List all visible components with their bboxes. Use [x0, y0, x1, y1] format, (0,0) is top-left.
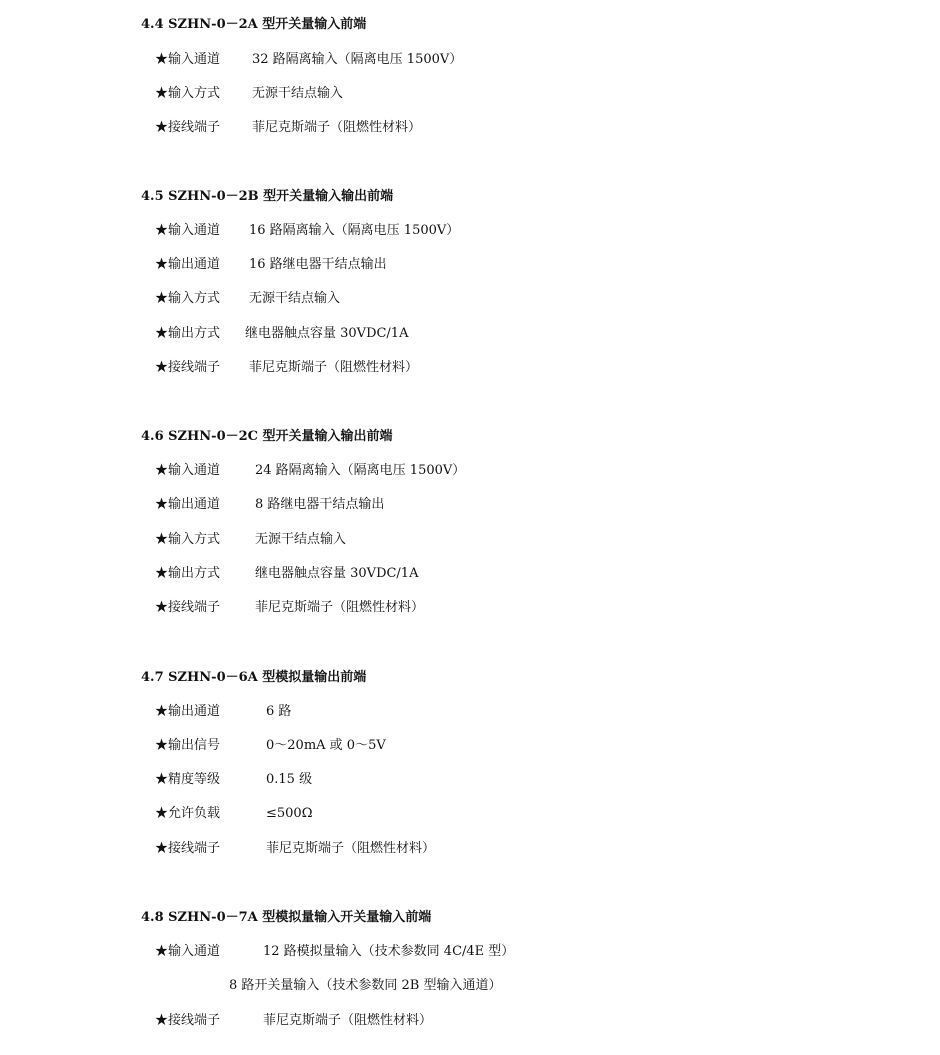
spec-label: ★接线端子	[155, 1013, 221, 1028]
spec-value: 无源干结点输入	[252, 86, 344, 101]
spec-value: 继电器触点容量 30VDC/1A	[245, 326, 409, 341]
section-4-6-heading: 4.6 SZHN-0－2C 型开关量输入输出前端	[141, 429, 393, 444]
spec-label: ★精度等级	[155, 772, 221, 787]
spec-label: ★输出方式	[155, 326, 221, 341]
section-4-5-heading: 4.5 SZHN-0－2B 型开关量输入输出前端	[141, 189, 394, 204]
section-4-4-heading: 4.4 SZHN-0－2A 型开关量输入前端	[141, 17, 367, 32]
spec-value: 12 路模拟量输入（技术参数同 4C/4E 型）	[263, 944, 515, 959]
spec-label: ★接线端子	[155, 600, 221, 615]
spec-label: ★输入通道	[155, 52, 221, 67]
spec-label: ★输入通道	[155, 944, 221, 959]
section-4-8-heading: 4.8 SZHN-0－7A 型模拟量输入开关量输入前端	[141, 910, 432, 925]
section-4-7-heading: 4.7 SZHN-0－6A 型模拟量输出前端	[141, 670, 367, 685]
spec-label: ★输出通道	[155, 497, 221, 512]
spec-label: ★接线端子	[155, 841, 221, 856]
spec-label: ★接线端子	[155, 120, 221, 135]
spec-value: 继电器触点容量 30VDC/1A	[255, 566, 419, 581]
spec-value: 菲尼克斯端子（阻燃性材料）	[266, 841, 436, 856]
spec-value: 无源干结点输入	[255, 532, 347, 547]
spec-label: ★输出通道	[155, 704, 221, 719]
spec-label: ★输入方式	[155, 291, 221, 306]
spec-label: ★输入通道	[155, 463, 221, 478]
spec-value: 菲尼克斯端子（阻燃性材料）	[249, 360, 419, 375]
spec-value: 菲尼克斯端子（阻燃性材料）	[255, 600, 425, 615]
spec-value: 24 路隔离输入（隔离电压 1500V）	[255, 463, 466, 478]
spec-value: 8 路继电器干结点输出	[255, 497, 385, 512]
spec-value-continuation: 8 路开关量输入（技术参数同 2B 型输入通道）	[229, 978, 502, 993]
spec-value: 0～20mA 或 0～5V	[266, 738, 386, 753]
spec-value: 菲尼克斯端子（阻燃性材料）	[252, 120, 422, 135]
spec-value: 16 路继电器干结点输出	[249, 257, 387, 272]
spec-value: 6 路	[266, 704, 292, 719]
spec-label: ★输入通道	[155, 223, 221, 238]
spec-label: ★允许负载	[155, 806, 221, 821]
spec-value: 32 路隔离输入（隔离电压 1500V）	[252, 52, 463, 67]
spec-label: ★输出方式	[155, 566, 221, 581]
spec-value: 菲尼克斯端子（阻燃性材料）	[263, 1013, 433, 1028]
spec-label: ★接线端子	[155, 360, 221, 375]
spec-value: 16 路隔离输入（隔离电压 1500V）	[249, 223, 460, 238]
spec-label: ★输出信号	[155, 738, 221, 753]
spec-value: ≤500Ω	[266, 806, 313, 821]
spec-label: ★输入方式	[155, 86, 221, 101]
spec-label: ★输出通道	[155, 257, 221, 272]
spec-value: 0.15 级	[266, 772, 313, 787]
spec-label: ★输入方式	[155, 532, 221, 547]
spec-value: 无源干结点输入	[249, 291, 341, 306]
